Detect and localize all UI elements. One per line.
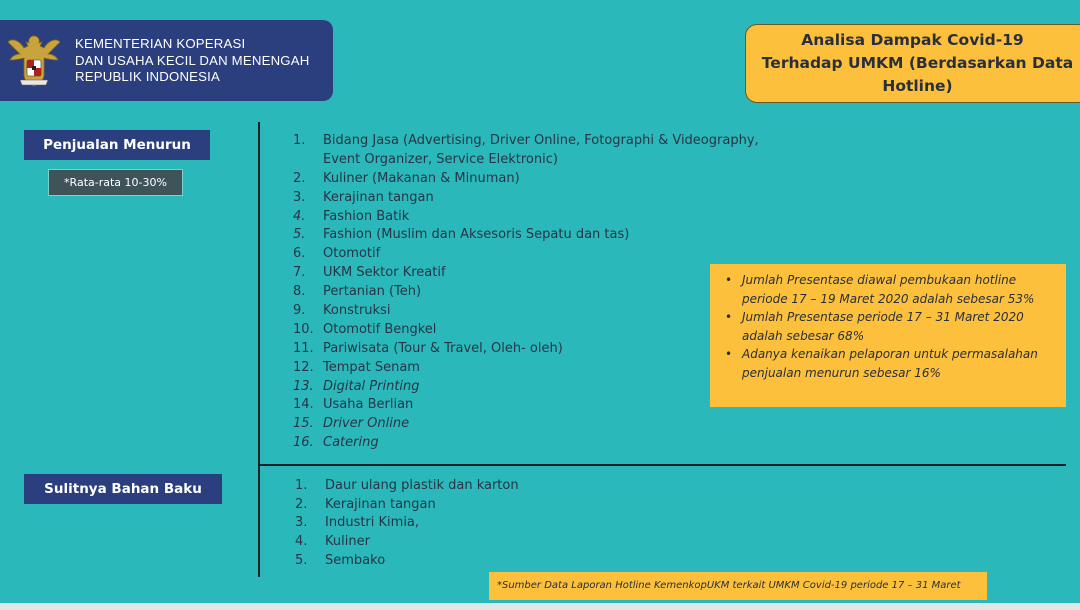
item-number: 3. — [295, 515, 308, 531]
item-text: Kerajinan tangan — [325, 496, 436, 512]
item-number: 4. — [293, 208, 306, 224]
item-text: Daur ulang plastik dan karton — [325, 478, 519, 493]
item-text: Otomotif — [323, 246, 381, 262]
divider-horizontal — [258, 464, 1066, 466]
item-text: Pertanian (Teh) — [323, 284, 422, 300]
title-line: Hotline) — [882, 77, 953, 95]
highlight-item — [722, 271, 1056, 308]
item-number: 13. — [293, 378, 314, 394]
item-number: 5. — [293, 227, 306, 243]
garuda-emblem-icon — [6, 30, 62, 90]
highlights-box — [710, 264, 1066, 407]
item-number: 12. — [293, 359, 314, 375]
source-footnote: *Sumber Data Laporan Hotline KemenkopUKM terkait UMKM Covid-19 periode 17 – 31 Maret — [489, 572, 987, 600]
item-text: Sembako — [325, 552, 386, 568]
item-number: 3. — [293, 189, 306, 205]
item-text: Bidang Jasa (Advertising, Driver Online, Fotographi & Videography, Event Organizer, Service Elektronic) — [323, 133, 759, 167]
item-text: Usaha Berlian — [323, 397, 414, 413]
item-text: Driver Online — [323, 416, 410, 432]
item-number: 16. — [293, 435, 314, 451]
bottom-strip — [0, 603, 1080, 610]
item-number: 9. — [293, 303, 306, 319]
ministry-name — [75, 36, 309, 86]
title-line: Terhadap UMKM (Berdasarkan Data — [761, 54, 1074, 72]
bullet-icon: • — [725, 310, 733, 324]
item-number: 5. — [295, 552, 308, 568]
item-text: Fashion (Muslim dan Aksesoris Sepatu dan tas) — [323, 227, 630, 243]
item-number: 2. — [295, 496, 308, 512]
item-text: Digital Printing — [323, 378, 420, 394]
bullet-icon: • — [725, 273, 733, 287]
item-number: 15. — [293, 416, 314, 432]
highlight-text: Jumlah Presentase periode 17 – 31 Maret 2020 adalah sebesar 68% — [742, 310, 1024, 343]
item-text: Kuliner (Makanan & Minuman) — [323, 170, 520, 186]
item-number: 11. — [293, 340, 314, 356]
item-number: 8. — [293, 284, 306, 300]
item-number: 10. — [293, 321, 314, 337]
ministry-line: KEMENTERIAN KOPERASI — [75, 36, 246, 51]
item-text: Catering — [323, 435, 379, 451]
item-text: Konstruksi — [323, 303, 391, 319]
item-text: Fashion Batik — [323, 208, 410, 224]
highlight-text: Jumlah Presentase diawal pembukaan hotline periode 17 – 19 Maret 2020 adalah sebesar 53% — [742, 273, 1035, 306]
highlight-item — [722, 308, 1056, 345]
item-text: Pariwisata (Tour & Travel, Oleh- oleh) — [323, 340, 563, 356]
item-text: Kuliner — [325, 534, 370, 550]
highlight-text: Adanya kenaikan pelaporan untuk permasalahan penjualan menurun sebesar 16% — [742, 347, 1038, 380]
item-text: UKM Sektor Kreatif — [323, 265, 446, 281]
item-text: Otomotif Bengkel — [323, 321, 437, 337]
item-text: Tempat Senam — [323, 359, 420, 375]
divider-vertical — [258, 466, 260, 577]
bullet-icon: • — [725, 347, 733, 361]
ministry-line: DAN USAHA KECIL DAN MENENGAH — [75, 52, 310, 68]
item-number: 1. — [295, 478, 308, 493]
average-badge: *Rata-rata 10-30% — [48, 169, 183, 196]
divider-vertical — [258, 122, 260, 464]
ministry-banner — [0, 20, 333, 101]
item-number: 6. — [293, 246, 306, 262]
item-number: 1. — [293, 133, 306, 148]
category-label-sulitnya-bahan-baku: Sulitnya Bahan Baku — [24, 474, 222, 504]
item-text: Industri Kimia, — [325, 515, 420, 531]
item-number: 14. — [293, 397, 314, 413]
title-line: Analisa Dampak Covid-19 — [801, 31, 1024, 49]
item-number: 7. — [293, 265, 306, 281]
item-text: Kerajinan tangan — [323, 189, 434, 205]
item-number: 2. — [293, 170, 306, 186]
category-label-penjualan-menurun: Penjualan Menurun — [24, 130, 210, 160]
slide-title — [745, 24, 1080, 103]
item-number: 4. — [295, 534, 308, 550]
ministry-line: REPUBLIK INDONESIA — [75, 69, 221, 84]
highlight-item — [722, 345, 1056, 382]
